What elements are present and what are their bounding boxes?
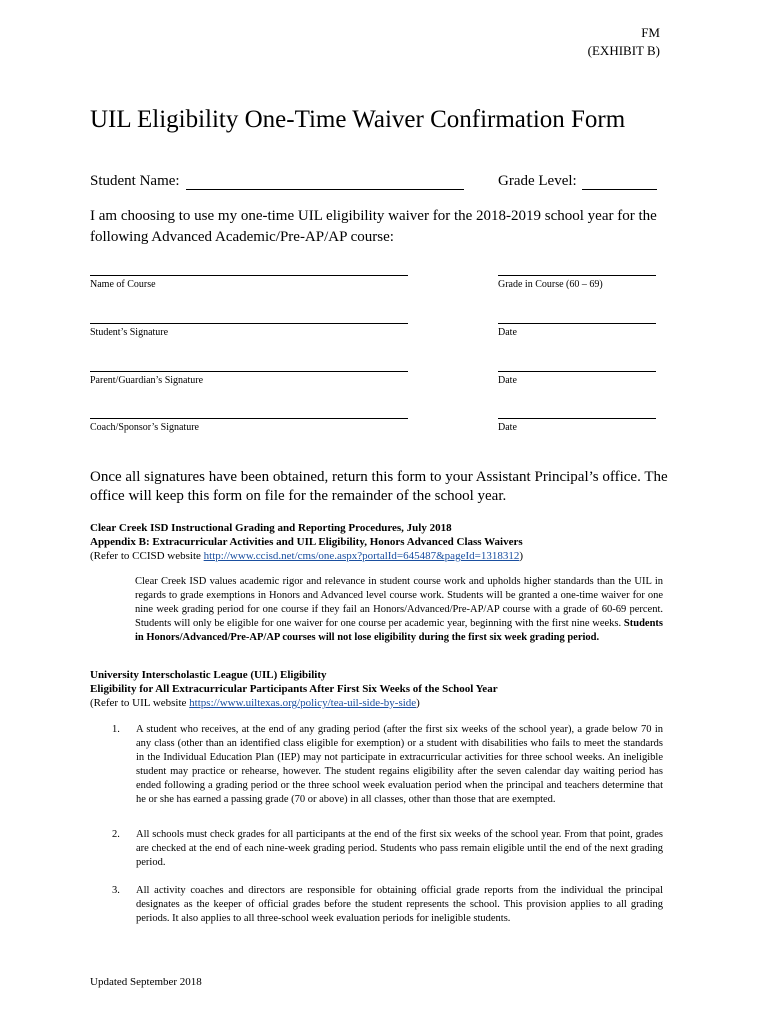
coach-date-line[interactable] — [498, 418, 656, 419]
course-name-line[interactable] — [90, 275, 408, 276]
waiver-statement: I am choosing to use my one-time UIL eligibility waiver for the 2018-2019 school year for the following Advanced Academic/Pre-AP/AP course: — [90, 208, 657, 245]
course-grade-label: Grade in Course (60 – 69) — [498, 279, 603, 290]
ccisd-section — [90, 521, 680, 563]
student-signature-line[interactable] — [90, 323, 408, 324]
list-item-number: 2. — [112, 829, 120, 840]
list-item-text: All activity coaches and directors are responsible for obtaining official grade reports from the individual the principal designates as the keeper of official grades before the student represents the school. This provision applies to all grading periods. It also applies to all three-school week evaluation periods for ineligible students. — [136, 885, 663, 924]
ccisd-ref-prefix: (Refer to CCISD website — [90, 550, 204, 562]
ccisd-ref-suffix: ) — [519, 550, 523, 562]
uil-ref-prefix: (Refer to UIL website — [90, 697, 190, 709]
student-signature-label: Student’s Signature — [90, 327, 169, 338]
student-date-label: Date — [498, 327, 517, 338]
student-date-line[interactable] — [498, 323, 656, 324]
uil-reference — [90, 696, 680, 710]
parent-date-line[interactable] — [498, 371, 656, 372]
page-title: UIL Eligibility One-Time Waiver Confirmation Form — [90, 106, 626, 133]
exhibit-label: (EXHIBIT B) — [587, 43, 660, 58]
course-grade-line[interactable] — [498, 275, 656, 276]
grade-level-label: Grade Level: — [498, 173, 577, 189]
return-instructions: Once all signatures have been obtained, return this form to your Assistant Principal’s office. The office will keep this form on file for the remainder of the school year. — [90, 469, 668, 504]
updated-date: Updated September 2018 — [90, 976, 202, 988]
ccisd-policy-text: Clear Creek ISD values academic rigor and relevance in student course work and upholds higher standards than the UIL in regards to grade exemptions in Honors and Advanced level course work. Students will be granted a one-time waiver for one nine week grading period for one course if they fail an Honors/Advanced/Pre-AP/AP course with a grade of 60-69 percent. Students will only be eligible for one waiver for one course per academic year, beginning with the first nine weeks. — [135, 576, 663, 629]
student-name-label: Student Name: — [90, 173, 180, 189]
list-item-text: All schools must check grades for all participants at the end of the first six weeks of the school year. From that point, grades are checked at the end of each nine-week grading period. Students who pass remain eligible until the end of the next grading period. — [136, 829, 663, 868]
list-item — [112, 884, 663, 926]
list-item — [112, 723, 663, 807]
ccisd-policy-bold: Students in Honors/Advanced/Pre-AP/AP courses will not lose eligibility during the first six week grading period. — [135, 618, 663, 643]
coach-signature-label: Coach/Sponsor’s Signature — [90, 422, 199, 433]
uil-section — [90, 668, 680, 710]
ccisd-website-link[interactable]: http://www.ccisd.net/cms/one.aspx?portalId=645487&pageId=1318312 — [203, 550, 520, 562]
uil-heading: University Interscholastic League (UIL) Eligibility — [90, 669, 327, 681]
coach-signature-line[interactable] — [90, 418, 408, 419]
parent-signature-line[interactable] — [90, 371, 408, 372]
ccisd-policy-paragraph — [135, 575, 663, 645]
list-item-number: 1. — [112, 724, 120, 735]
grade-level-field[interactable] — [582, 189, 657, 190]
coach-date-label: Date — [498, 422, 517, 433]
ccisd-subheading: Appendix B: Extracurricular Activities and UIL Eligibility, Honors Advanced Class Waivers — [90, 536, 523, 548]
student-name-field[interactable] — [186, 189, 464, 190]
ccisd-heading: Clear Creek ISD Instructional Grading and Reporting Procedures, July 2018 — [90, 522, 452, 534]
ccisd-reference — [90, 549, 680, 563]
uil-ref-suffix: ) — [416, 697, 420, 709]
list-item-number: 3. — [112, 885, 120, 896]
form-code: FM — [641, 25, 660, 40]
uil-subheading: Eligibility for All Extracurricular Participants After First Six Weeks of the School Year — [90, 683, 498, 695]
course-name-label: Name of Course — [90, 279, 156, 290]
parent-date-label: Date — [498, 375, 517, 386]
list-item — [112, 828, 663, 870]
list-item-text: A student who receives, at the end of any grading period (after the first six weeks of the school year), a grade below 70 in any class (other than an identified class eligible for exemption) or a student with disabilities who fails to meet the standards in the Individual Education Plan (IEP) may not participate in extracurricular activities for three school weeks. An ineligible student may practice or rehearse, however. The student regains eligibility after the seven calendar day waiting period has ended following a grading period or the three school week evaluation period when the principal and teachers determine that he or she has earned a passing grade (70 or above) in all classes, other than those that are exempted. — [136, 724, 663, 805]
uil-website-link[interactable]: https://www.uiltexas.org/policy/tea-uil-side-by-side — [189, 697, 417, 709]
parent-signature-label: Parent/Guardian’s Signature — [90, 375, 204, 386]
